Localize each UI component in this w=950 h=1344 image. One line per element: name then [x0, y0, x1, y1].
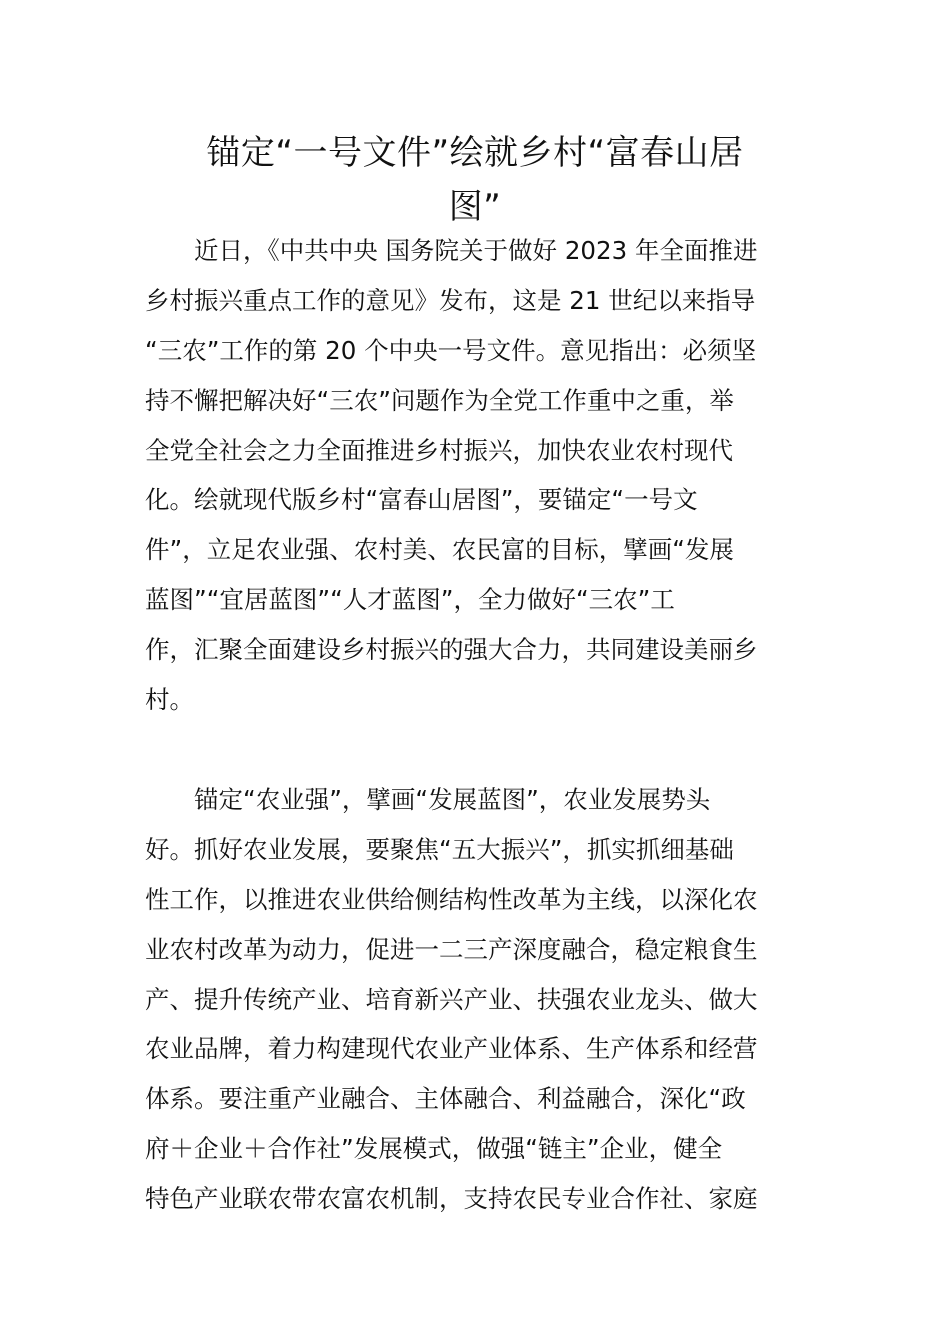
- document-title: [140, 126, 810, 234]
- text-line: 产、提升传统产业、培育新兴产业、扶强农业龙头、做大: [145, 984, 758, 1014]
- text-line: 乡村振兴重点工作的意见》发布，这是 21 世纪以来指导: [145, 285, 756, 315]
- text-line: 全党全社会之力全面推进乡村振兴，加快农业农村现代: [145, 435, 733, 465]
- text-line: 特色产业联农带农富农机制，支持农民专业合作社、家庭: [145, 1184, 758, 1214]
- text-line: 持不懈把解决好“三农”问题作为全党工作重中之重，举: [145, 385, 734, 415]
- text-line: 村。: [145, 685, 194, 715]
- text-line: 蓝图”“宜居蓝图”“人才蓝图”，全力做好“三农”工: [145, 585, 675, 615]
- title-line: 锚定“一号文件”绘就乡村“富春山居: [206, 133, 744, 173]
- paragraph-intro: [145, 226, 810, 725]
- title-line: 图”: [448, 187, 502, 227]
- text-line: “三农”工作的第 20 个中央一号文件。意见指出：必须坚: [145, 335, 757, 365]
- paragraph-agriculture: [145, 775, 810, 1224]
- text-line: 作，汇聚全面建设乡村振兴的强大合力，共同建设美丽乡: [145, 635, 758, 665]
- text-line: 锚定“农业强”，擘画“发展蓝图”，农业发展势头: [145, 785, 711, 814]
- text-line: 府＋企业＋合作社”发展模式，做强“链主”企业，健全: [145, 1134, 723, 1164]
- text-line: 近日，《中共中央 国务院关于做好 2023 年全面推进: [145, 236, 758, 265]
- text-line: 农业品牌，着力构建现代农业产业体系、生产体系和经营: [145, 1034, 758, 1064]
- text-line: 体系。要注重产业融合、主体融合、利益融合，深化“政: [145, 1084, 746, 1114]
- text-line: 好。抓好农业发展，要聚焦“五大振兴”，抓实抓细基础: [145, 834, 734, 864]
- text-line: 件”，立足农业强、农村美、农民富的目标，擘画“发展: [145, 535, 734, 565]
- text-line: 性工作，以推进农业供给侧结构性改革为主线，以深化农: [145, 884, 758, 914]
- text-line: 业农村改革为动力，促进一二三产深度融合，稳定粮食生: [145, 934, 758, 964]
- text-line: 化。绘就现代版乡村“富春山居图”，要锚定“一号文: [145, 485, 698, 515]
